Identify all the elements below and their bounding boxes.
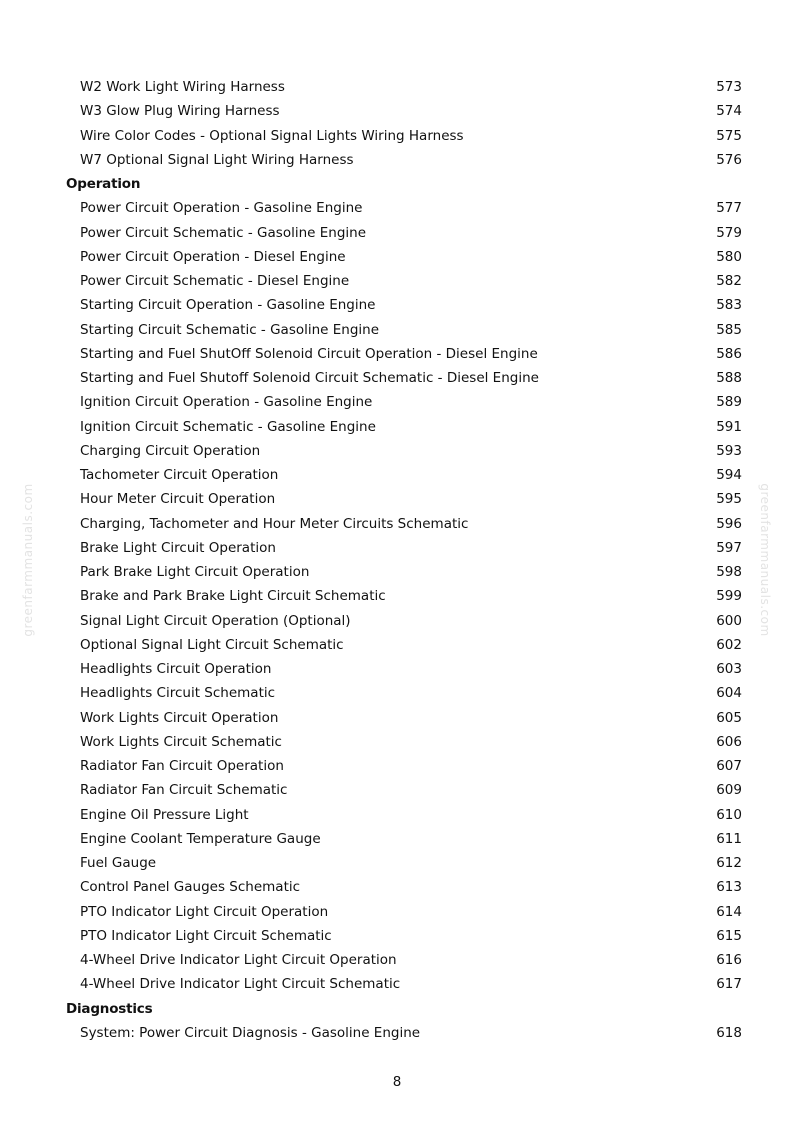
watermark-right: greenfarmmanuals.com [758, 483, 772, 637]
toc-entry-label: Engine Coolant Temperature Gauge [80, 830, 321, 847]
toc-entry[interactable] [0, 245, 794, 269]
toc-entry[interactable] [0, 487, 794, 511]
toc-entry-page-number: 582 [716, 273, 742, 289]
toc-entry-label: Brake and Park Brake Light Circuit Schematic [80, 588, 386, 605]
toc-entry-page-number: 586 [716, 345, 742, 362]
toc-entry[interactable] [0, 657, 794, 681]
toc-entry-label: 4-Wheel Drive Indicator Light Circuit Schematic [80, 976, 401, 993]
toc-entry[interactable] [0, 390, 794, 414]
toc-entry-page-number: 591 [716, 418, 742, 435]
toc-entry-page-number: 577 [716, 200, 742, 217]
toc-entry-page-number: 614 [716, 903, 742, 920]
toc-entry[interactable] [0, 633, 794, 657]
toc-entry-label: Power Circuit Schematic - Gasoline Engine [80, 224, 366, 241]
toc-entry[interactable] [0, 293, 794, 317]
toc-entry-label: PTO Indicator Light Circuit Schematic [80, 927, 332, 944]
toc-entry-label: System: Power Circuit Diagnosis - Gasoline Engine [80, 1024, 421, 1041]
toc-entry-label: Headlights Circuit Schematic [80, 685, 276, 702]
toc-entry-label: Brake Light Circuit Operation [80, 539, 276, 556]
toc-entry-label: Tachometer Circuit Operation [80, 467, 279, 483]
toc-entry[interactable] [0, 560, 794, 584]
toc-entry-page-number: 607 [716, 758, 742, 774]
watermark-left: greenfarmmanuals.com [21, 483, 35, 637]
toc-entry-label: Starting Circuit Operation - Gasoline Engine [80, 297, 376, 314]
toc-entry[interactable] [0, 875, 794, 899]
toc-entry[interactable] [0, 75, 794, 99]
toc-entry[interactable] [0, 803, 794, 827]
toc-entry-label: Radiator Fan Circuit Operation [80, 758, 284, 774]
toc-entry[interactable] [0, 124, 794, 148]
toc-section-heading [0, 172, 794, 196]
toc-entry[interactable] [0, 342, 794, 366]
toc-entry-page-number: 604 [716, 685, 742, 702]
toc-entry-page-number: 613 [716, 879, 742, 896]
toc-entry[interactable] [0, 972, 794, 996]
toc-entry-page-number: 598 [716, 564, 742, 580]
toc-entry-page-number: 595 [716, 491, 742, 508]
toc-entry[interactable] [0, 415, 794, 439]
toc-entry-page-number: 616 [716, 952, 742, 968]
toc-entry-page-number: 576 [716, 151, 742, 168]
toc-entry-page-number: 573 [716, 79, 742, 95]
toc-section-heading [0, 997, 794, 1021]
toc-entry-page-number: 617 [716, 976, 742, 993]
toc-entry-page-number: 574 [716, 103, 742, 120]
toc-entry-label: Power Circuit Operation - Gasoline Engine [80, 200, 363, 217]
toc-entry-label: PTO Indicator Light Circuit Operation [80, 903, 329, 920]
toc-entry-label: Ignition Circuit Operation - Gasoline Engine [80, 394, 373, 411]
toc-entry-page-number: 610 [716, 806, 742, 823]
toc-entry[interactable] [0, 827, 794, 851]
toc-entry[interactable] [0, 221, 794, 245]
toc-entry-label: Ignition Circuit Schematic - Gasoline Engine [80, 418, 376, 435]
toc-entry-label: Charging Circuit Operation [80, 442, 261, 459]
toc-entry-label: Work Lights Circuit Schematic [80, 733, 282, 750]
toc-heading-label: Diagnostics [66, 1000, 153, 1017]
toc-entry[interactable] [0, 318, 794, 342]
toc-entry-label: Charging, Tachometer and Hour Meter Circuits Schematic [80, 515, 469, 532]
page-number: 8 [392, 1074, 402, 1090]
toc-entry-page-number: 618 [716, 1024, 742, 1041]
toc-entry-page-number: 597 [716, 539, 742, 556]
toc-entry-label: Power Circuit Operation - Diesel Engine [80, 248, 346, 265]
toc-entry-page-number: 605 [716, 709, 742, 726]
toc-entry-label: Radiator Fan Circuit Schematic [80, 782, 288, 799]
toc-entry[interactable] [0, 269, 794, 293]
toc-entry-page-number: 609 [716, 782, 742, 799]
toc-entry-page-number: 599 [716, 588, 742, 605]
toc-entry-label: Signal Light Circuit Operation (Optional) [80, 612, 351, 629]
toc-entry-page-number: 606 [716, 733, 742, 750]
toc-entry-label: W3 Glow Plug Wiring Harness [80, 103, 280, 120]
toc-entry-label: Hour Meter Circuit Operation [80, 491, 276, 508]
toc-entry-page-number: 600 [716, 612, 742, 629]
toc-entry-label: Control Panel Gauges Schematic [80, 879, 301, 896]
toc-entry[interactable] [0, 609, 794, 633]
toc-entry[interactable] [0, 681, 794, 705]
toc-entry-page-number: 579 [716, 224, 742, 241]
toc-entry-label: Fuel Gauge [80, 855, 157, 871]
toc-entry-page-number: 602 [716, 636, 742, 653]
toc-entry-label: Power Circuit Schematic - Diesel Engine [80, 273, 350, 289]
toc-entry-label: Starting and Fuel ShutOff Solenoid Circuit Operation - Diesel Engine [80, 345, 538, 362]
toc-entry[interactable] [0, 1021, 794, 1045]
toc-entry-page-number: 612 [716, 855, 742, 871]
toc-entry[interactable] [0, 463, 794, 487]
toc-entry[interactable] [0, 196, 794, 220]
toc-entry[interactable] [0, 512, 794, 536]
toc-entry[interactable] [0, 900, 794, 924]
toc-entry[interactable] [0, 706, 794, 730]
toc-entry-label: Optional Signal Light Circuit Schematic [80, 636, 344, 653]
toc-entry-label: Wire Color Codes - Optional Signal Lights Wiring Harness [80, 127, 464, 144]
toc-entry[interactable] [0, 851, 794, 875]
toc-entry-page-number: 588 [716, 370, 742, 386]
toc-entry[interactable] [0, 148, 794, 172]
toc-entry-label: 4-Wheel Drive Indicator Light Circuit Operation [80, 952, 397, 968]
toc-entry-page-number: 611 [716, 830, 742, 847]
toc-entry-label: Engine Oil Pressure Light [80, 806, 249, 823]
toc-entry-label: Starting Circuit Schematic - Gasoline Engine [80, 321, 380, 338]
toc-entry[interactable] [0, 439, 794, 463]
toc-entry-label: Starting and Fuel Shutoff Solenoid Circuit Schematic - Diesel Engine [80, 370, 539, 386]
toc-entry[interactable] [0, 948, 794, 972]
toc-entry-page-number: 585 [716, 321, 742, 338]
toc-entry-label: W7 Optional Signal Light Wiring Harness [80, 151, 354, 168]
toc-entry[interactable] [0, 778, 794, 802]
toc-entry-page-number: 615 [716, 927, 742, 944]
table-of-contents [0, 75, 794, 1045]
toc-entry-page-number: 583 [716, 297, 742, 314]
toc-heading-label: Operation [66, 176, 141, 192]
toc-entry-page-number: 594 [716, 467, 742, 483]
toc-entry[interactable] [0, 99, 794, 123]
toc-entry-page-number: 580 [716, 248, 742, 265]
toc-entry[interactable] [0, 536, 794, 560]
toc-entry[interactable] [0, 366, 794, 390]
toc-entry-label: W2 Work Light Wiring Harness [80, 79, 285, 95]
toc-entry[interactable] [0, 584, 794, 608]
toc-entry-page-number: 596 [716, 515, 742, 532]
toc-entry[interactable] [0, 754, 794, 778]
toc-entry[interactable] [0, 730, 794, 754]
toc-entry[interactable] [0, 924, 794, 948]
toc-entry-label: Park Brake Light Circuit Operation [80, 564, 310, 580]
toc-entry-page-number: 593 [716, 442, 742, 459]
toc-entry-page-number: 603 [716, 661, 742, 677]
toc-entry-page-number: 575 [716, 127, 742, 144]
toc-entry-label: Work Lights Circuit Operation [80, 709, 279, 726]
toc-entry-page-number: 589 [716, 394, 742, 411]
toc-entry-label: Headlights Circuit Operation [80, 661, 272, 677]
